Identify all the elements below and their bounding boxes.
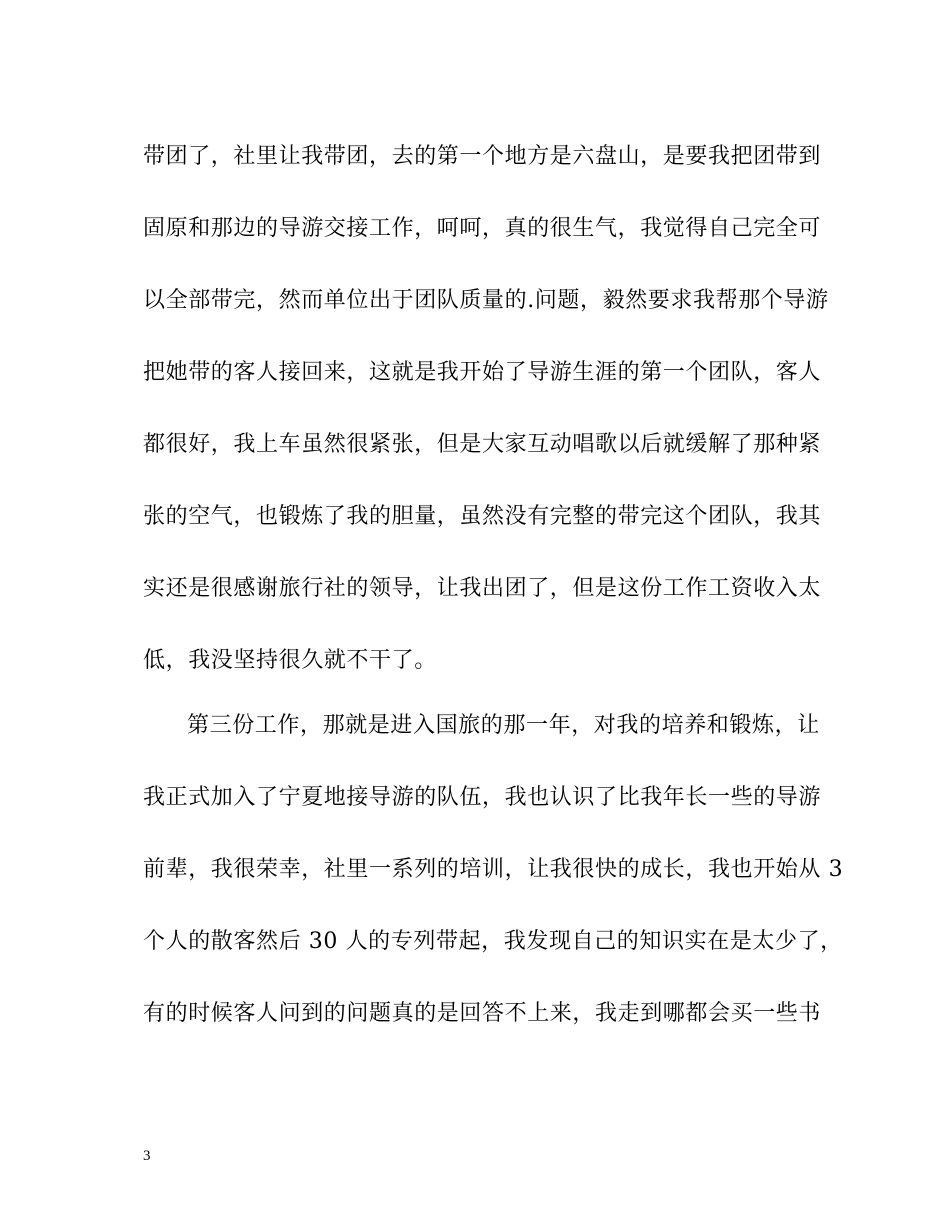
text-line: 前辈，我很荣幸，社里一系列的培训，让我很快的成长，我也开始从 3 xyxy=(143,857,844,882)
text-line: 个人的散客然后 30 人的专列带起，我发现自己的知识实在是太少了， xyxy=(143,929,843,954)
text-line: 我正式加入了宁夏地接导游的队伍，我也认识了比我年长一些的导游 xyxy=(143,785,822,810)
text-line: 以全部带完，然而单位出于团队质量的.问题，毅然要求我帮那个导游 xyxy=(143,288,829,313)
paragraph-first-line: 第三份工作，那就是进入国旅的那一年，对我的培养和锻炼，让 xyxy=(187,713,820,738)
text-line: 低，我没坚持很久就不干了。 xyxy=(143,648,437,673)
text-line: 实还是很感谢旅行社的领导，让我出团了，但是这份工作工资收入太 xyxy=(143,576,822,601)
text-line: 固原和那边的导游交接工作，呵呵，真的很生气，我觉得自己完全可 xyxy=(143,216,822,241)
text-line: 张的空气，也锻炼了我的胆量，虽然没有完整的带完这个团队，我其 xyxy=(143,504,822,529)
text-line: 有的时候客人问到的问题真的是回答不上来，我走到哪都会买一些书 xyxy=(143,1001,822,1026)
text-line: 带团了，社里让我带团，去的第一个地方是六盘山，是要我把团带到 xyxy=(143,144,822,169)
text-line: 把她带的客人接回来，这就是我开始了导游生涯的第一个团队，客人 xyxy=(143,360,822,385)
text-line: 都很好，我上车虽然很紧张，但是大家互动唱歌以后就缓解了那种紧 xyxy=(143,432,822,457)
page-number: 3 xyxy=(143,1148,151,1164)
